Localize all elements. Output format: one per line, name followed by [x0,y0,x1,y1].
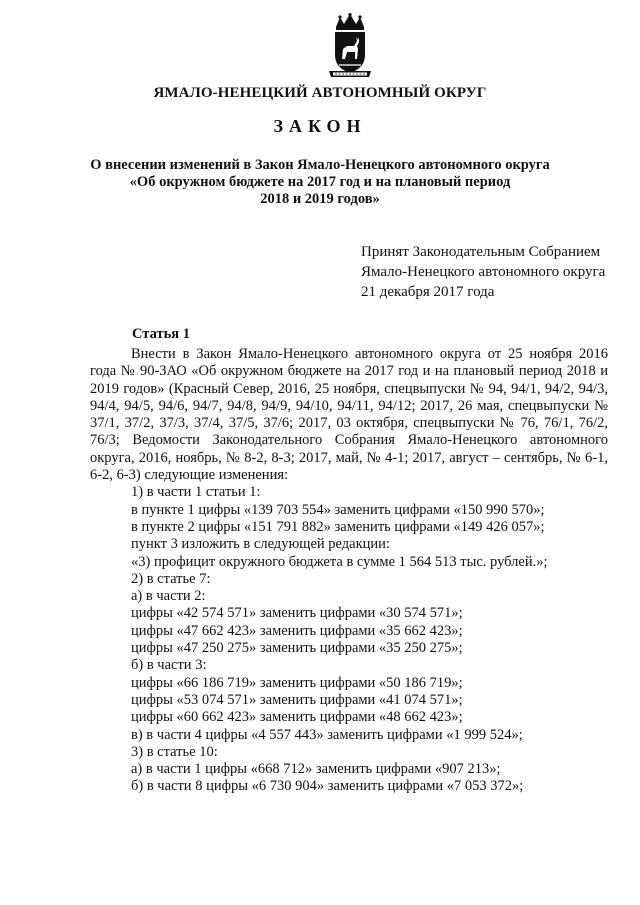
amendment-line: цифры «47 250 275» заменить цифрами «35 250 275»; [131,640,463,657]
amendment-line: цифры «42 574 571» заменить цифрами «30 574 571»; [131,605,463,622]
amendment-line: цифры «47 662 423» заменить цифрами «35 662 423»; [131,622,463,639]
amendment-line: 1) в части 1 статьи 1: [131,484,261,501]
amendment-line: а) в части 2: [131,588,206,605]
law-title-line: О внесении изменений в Закон Ямало-Ненецкого автономного округа [90,157,550,173]
amendment-line: цифры «53 074 571» заменить цифрами «41 074 571»; [131,691,463,708]
amendment-line: в пункте 1 цифры «139 703 554» заменить цифрами «150 990 570»; [131,501,545,518]
article-body [90,346,608,796]
adoption-date: 21 декабря 2017 года [361,284,495,300]
amendment-line: цифры «66 186 719» заменить цифрами «50 186 719»; [131,674,463,691]
amendment-line: «3) профицит окружного бюджета в сумме 1 564 513 тыс. рублей.»; [131,553,548,570]
amendment-line: 2) в статье 7: [131,570,211,587]
adoption-note [361,242,605,302]
adoption-note-line: Принят Законодательным Собранием [361,244,601,260]
region-name: ЯМАЛО-НЕНЕЦКИЙ АВТОНОМНЫЙ ОКРУГ [153,85,487,101]
amendment-line: в) в части 4 цифры «4 557 443» заменить цифрами «1 999 524»; [131,726,523,743]
amendment-list [90,484,608,795]
amendment-line: пункт 3 изложить в следующей редакции: [131,536,390,553]
document-type-heading: ЗАКОН [273,116,367,136]
amendment-line: б) в части 8 цифры «6 730 904» заменить цифрами «7 053 372»; [131,778,524,795]
article-heading: Статья 1 [132,326,190,342]
law-title-line: 2018 и 2019 годов» [260,191,380,207]
article-intro-paragraph: Внести в Закон Ямало-Ненецкого автономного округа от 25 ноября 2016 года № 90-ЗАО «Об окружном бюджете на 2017 год и на плановый период 2018 и 2019 годов» (Красный Север, 2016, 25 ноября, спецвыпуски № 94, 94/1, 94/2, 94/3, 94/4, 94/5, 94/6, 94/7, 94/8, 94/9, 94/10, 94/11, 94/12; 2017, 26 мая, спецвыпуски № 37/1, 37/2, 37/3, 37/4, 37/5, 37/6; 2017, 03 октября, спецвыпуски № 76, 76/1, 76/2, 76/3; Ведомости Законодательного Собрания Ямало-Ненецкого автономного округа, 2016, ноябрь, № 8-2, 8-3; 2017, май, № 4-1; 2017, август – сентябрь, № 6-1, 6-2, 6-3) следующие изменения: [90,346,608,484]
law-title-line: «Об окружном бюджете на 2017 год и на плановый период [129,174,511,190]
amendment-line: в пункте 2 цифры «151 791 882» заменить цифрами «149 426 057»; [131,518,545,535]
law-title [0,157,640,208]
amendment-line: б) в части 3: [131,657,207,674]
amendment-line: цифры «60 662 423» заменить цифрами «48 662 423»; [131,709,463,726]
amendment-line: а) в части 1 цифры «668 712» заменить цифрами «907 213»; [131,761,501,778]
amendment-line: 3) в статье 10: [131,743,218,760]
adoption-note-line: Ямало-Ненецкого автономного округа [361,264,606,280]
yamalo-nenets-coat-of-arms-icon [327,13,373,79]
